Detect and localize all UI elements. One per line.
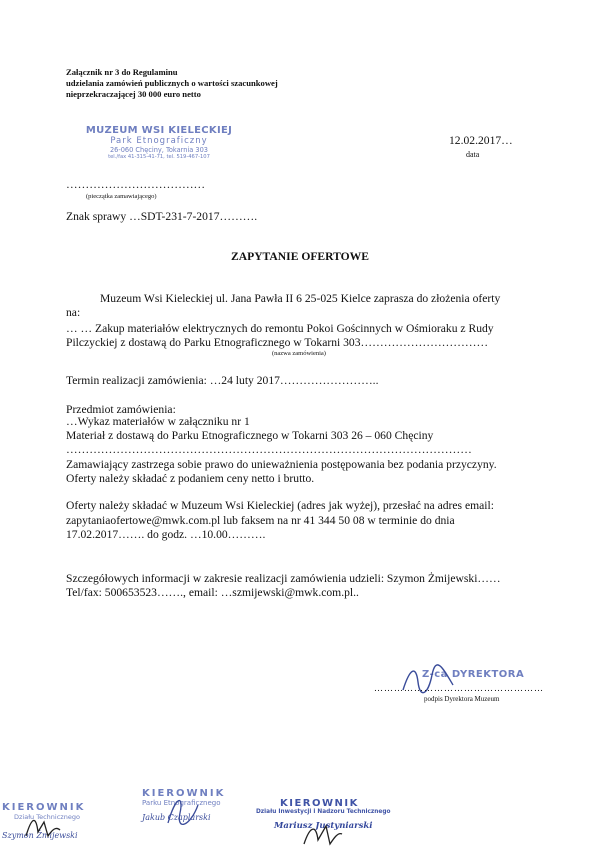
order-name-line-2: Pilczyckiej z dostawą do Parku Etnograficznego w Tokarni 303…………………………… xyxy=(66,336,489,349)
ethnographic-signature xyxy=(162,793,202,829)
date-label: data xyxy=(466,150,480,159)
director-stamp: Z-ca DYREKTORA xyxy=(422,669,525,680)
subject-line-1: …Wykaz materiałów w załączniku nr 1 xyxy=(66,415,250,428)
contact-line-2: Tel/fax: 500653523……., email: …szmijewski@mwk.com.pl.. xyxy=(66,586,359,599)
stamp-technical-title: KIEROWNIK xyxy=(2,802,86,813)
subject-line-2: Materiał z dostawą do Parku Etnograficznego w Tokarni 303 26 – 060 Chęciny xyxy=(66,429,434,442)
annex-line-3: nieprzekraczającej 30 000 euro netto xyxy=(66,89,201,99)
stamp-line-3: 26-060 Chęciny, Tokarnia 303 xyxy=(109,146,209,154)
subject-line-4: Oferty należy składać z podaniem ceny netto i brutto. xyxy=(66,472,315,485)
stamp-line-2: Park Etnograficzny xyxy=(110,136,208,146)
director-signature xyxy=(398,660,458,700)
organisation-stamp xyxy=(74,125,244,160)
director-label: podpis Dyrektora Muzeum xyxy=(424,695,500,703)
order-name-line-1: … … Zakup materiałów elektrycznych do remontu Pokoi Gościnnych w Ośmioraku z Rudy xyxy=(66,322,494,335)
director-dots: …………………………………………… xyxy=(374,683,544,693)
annex-line-2: udzielania zamówień publicznych o wartości szacunkowej xyxy=(66,78,278,88)
investment-signature xyxy=(300,818,344,850)
stamp-technical-subtitle: Działu Technicznego xyxy=(14,813,80,821)
stamp-ethnographic-title: KIEROWNIK xyxy=(142,788,226,799)
annex-line-1: Załącznik nr 3 do Regulaminu xyxy=(66,67,178,77)
intro-line-2: na: xyxy=(66,306,81,319)
stamp-technical-name: Szymon Żmijewski xyxy=(2,831,78,840)
offers-line-2: zapytaniaofertowe@mwk.com.pl lub faksem na nr 41 344 50 08 w terminie do dnia xyxy=(66,514,455,527)
stamp-investment-title: KIEROWNIK xyxy=(280,798,359,809)
stamp-investment-name: Mariusz Justyniarski xyxy=(274,821,373,831)
stamp-ethnographic-subtitle: Parku Etnograficznego xyxy=(142,799,221,807)
offers-line-3: 17.02.2017……. do godz. …10.00………. xyxy=(66,528,266,541)
case-reference: Znak sprawy …SDT-231-7-2017………. xyxy=(66,210,258,223)
technical-signature xyxy=(22,812,62,842)
subject-heading: Przedmiot zamówienia: xyxy=(66,403,176,416)
intro-line-1: Muzeum Wsi Kieleckiej ul. Jana Pawła II 6 25-025 Kielce zaprasza do złożenia oferty xyxy=(100,292,501,305)
stamp-line-1: MUZEUM WSI KIELECKIEJ xyxy=(85,125,233,136)
stamp-caption: (pieczątka zamawiającego) xyxy=(86,193,157,200)
deadline: Termin realizacji zamówienia: …24 luty 2017…………………….. xyxy=(66,374,379,387)
stamp-investment-subtitle: Działu Inwestycji i Nadzoru Technicznego xyxy=(256,809,391,815)
date-value: 12.02.2017… xyxy=(449,134,513,147)
page-title: ZAPYTANIE OFERTOWE xyxy=(231,250,369,263)
stamp-dots: ……………………………… xyxy=(66,178,206,191)
offers-line-1: Oferty należy składać w Muzeum Wsi Kieleckiej (adres jak wyżej), przesłać na adres email: xyxy=(66,499,494,512)
stamp-ethnographic-name: Jakub Czaplarski xyxy=(142,813,211,822)
subject-dots: …………………………………………………………………………………………… xyxy=(66,443,472,456)
order-name-caption: (nazwa zamówienia) xyxy=(272,350,326,357)
contact-line-1: Szczegółowych informacji w zakresie realizacji zamówienia udzieli: Szymon Żmijewski…… xyxy=(66,572,501,585)
subject-line-3: Zamawiający zastrzega sobie prawo do unieważnienia postępowania bez podania przyczyny. xyxy=(66,458,497,471)
stamp-line-4: tel./fax 41-315-41-71, tel. 519-467-107 xyxy=(108,154,210,160)
